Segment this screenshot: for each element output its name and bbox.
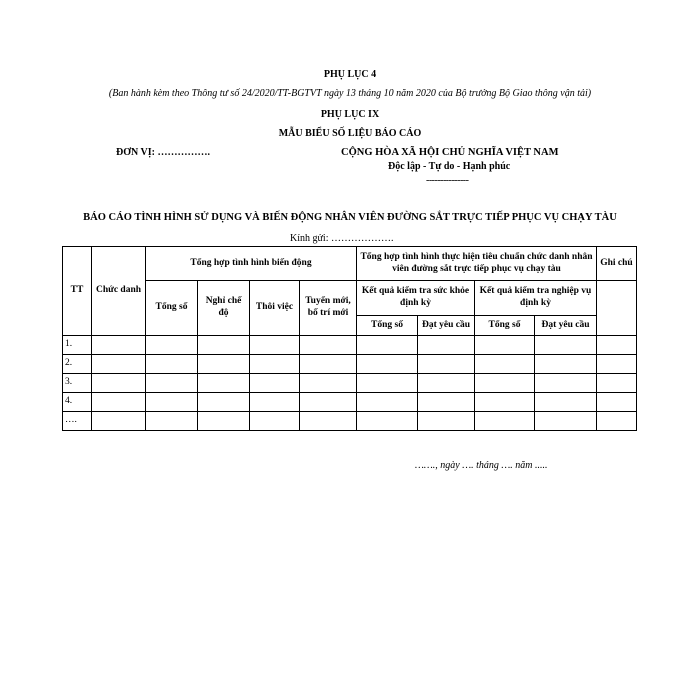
table-cell bbox=[250, 412, 300, 431]
table-cell bbox=[475, 393, 535, 412]
col-tt-header: TT bbox=[63, 247, 92, 336]
table-cell bbox=[300, 393, 357, 412]
table-cell bbox=[418, 393, 475, 412]
table-cell bbox=[146, 393, 198, 412]
health-pass-header: Đạt yêu cầu bbox=[418, 316, 475, 336]
table-cell bbox=[198, 336, 250, 355]
table-cell bbox=[300, 336, 357, 355]
report-title: BÁO CÁO TÌNH HÌNH SỬ DỤNG VÀ BIẾN ĐỘNG NHÂN VIÊN ĐƯỜNG SẮT TRỰC TIẾP PHỤC VỤ CHẠY TÀU bbox=[83, 212, 617, 223]
table-cell bbox=[357, 336, 418, 355]
row-number: 1. bbox=[63, 336, 92, 355]
table-cell bbox=[535, 393, 597, 412]
table-cell bbox=[418, 374, 475, 393]
sub-total-header: Tổng số bbox=[146, 281, 198, 336]
table-cell bbox=[597, 355, 637, 374]
national-motto: Độc lập - Tự do - Hạnh phúc bbox=[388, 161, 511, 172]
unit-label: ĐƠN VỊ: ……………. bbox=[116, 147, 210, 158]
table-cell bbox=[92, 412, 146, 431]
form-title: MẪU BIỂU SỐ LIỆU BÁO CÁO bbox=[278, 128, 422, 139]
table-cell bbox=[300, 412, 357, 431]
table-cell bbox=[198, 393, 250, 412]
table-cell bbox=[535, 336, 597, 355]
table-cell bbox=[146, 336, 198, 355]
table-cell bbox=[535, 355, 597, 374]
table-cell bbox=[475, 374, 535, 393]
health-total-header: Tổng số bbox=[357, 316, 418, 336]
table-cell bbox=[418, 412, 475, 431]
note-empty-cell bbox=[597, 281, 637, 336]
prof-pass-header: Đạt yêu cầu bbox=[535, 316, 597, 336]
table-row bbox=[63, 374, 637, 393]
report-table bbox=[62, 246, 637, 431]
changes-group-header: Tổng hợp tình hình biến động bbox=[146, 247, 357, 281]
professional-subgroup-header: Kết quả kiểm tra nghiệp vụ định kỳ bbox=[475, 281, 597, 316]
col-position-header: Chức danh bbox=[92, 247, 146, 336]
table-cell bbox=[250, 393, 300, 412]
table-row bbox=[63, 393, 637, 412]
table-cell bbox=[250, 374, 300, 393]
health-subgroup-header: Kết quả kiểm tra sức khỏe định kỳ bbox=[357, 281, 475, 316]
recipient-line: Kính gửi: ………………. bbox=[290, 233, 394, 244]
col-note-header: Ghi chú bbox=[597, 247, 637, 281]
table-row bbox=[63, 355, 637, 374]
row-number: 4. bbox=[63, 393, 92, 412]
table-cell bbox=[357, 412, 418, 431]
table-cell bbox=[418, 336, 475, 355]
table-cell bbox=[198, 412, 250, 431]
table-cell bbox=[198, 355, 250, 374]
table-cell bbox=[146, 412, 198, 431]
table-cell bbox=[146, 355, 198, 374]
table-cell bbox=[250, 336, 300, 355]
annex-9-heading: PHỤ LỤC IX bbox=[320, 109, 380, 120]
table-cell bbox=[92, 355, 146, 374]
table-cell bbox=[475, 412, 535, 431]
table-cell bbox=[597, 336, 637, 355]
table-cell bbox=[597, 393, 637, 412]
table-cell bbox=[92, 336, 146, 355]
row-number: 2. bbox=[63, 355, 92, 374]
table-cell bbox=[357, 374, 418, 393]
table-cell bbox=[597, 412, 637, 431]
row-number: 3. bbox=[63, 374, 92, 393]
table-cell bbox=[92, 393, 146, 412]
table-cell bbox=[357, 355, 418, 374]
sub-recruit-header: Tuyển mới, bố trí mới bbox=[300, 281, 357, 336]
table-cell bbox=[357, 393, 418, 412]
table-row bbox=[63, 336, 637, 355]
country-name: CỘNG HÒA XÃ HỘI CHỦ NGHĨA VIỆT NAM bbox=[341, 147, 559, 158]
sub-quit-header: Thôi việc bbox=[250, 281, 300, 336]
table-cell bbox=[535, 412, 597, 431]
table-row bbox=[63, 412, 637, 431]
prof-total-header: Tổng số bbox=[475, 316, 535, 336]
table-cell bbox=[475, 355, 535, 374]
table-cell bbox=[146, 374, 198, 393]
standards-group-header: Tổng hợp tình hình thực hiện tiêu chuẩn chức danh nhân viên đường sắt trực tiếp phục vụ chạy tàu bbox=[357, 247, 597, 281]
table-cell bbox=[198, 374, 250, 393]
table-cell bbox=[418, 355, 475, 374]
table-cell bbox=[597, 374, 637, 393]
table-cell bbox=[300, 374, 357, 393]
table-cell bbox=[475, 336, 535, 355]
motto-separator: --------------- bbox=[426, 175, 469, 186]
table-cell bbox=[535, 374, 597, 393]
annex-4-heading: PHỤ LỤC 4 bbox=[323, 69, 377, 80]
row-number: …. bbox=[63, 412, 92, 431]
table-cell bbox=[92, 374, 146, 393]
sub-leave-header: Nghỉ chế độ bbox=[198, 281, 250, 336]
table-cell bbox=[300, 355, 357, 374]
date-line: ……., ngày …. tháng …. năm ..... bbox=[415, 460, 548, 471]
table-cell bbox=[250, 355, 300, 374]
issuance-note: (Ban hành kèm theo Thông tư số 24/2020/TT-BGTVT ngày 13 tháng 10 năm 2020 của Bộ trưởng Bộ Giao thông vận tải) bbox=[108, 88, 592, 99]
